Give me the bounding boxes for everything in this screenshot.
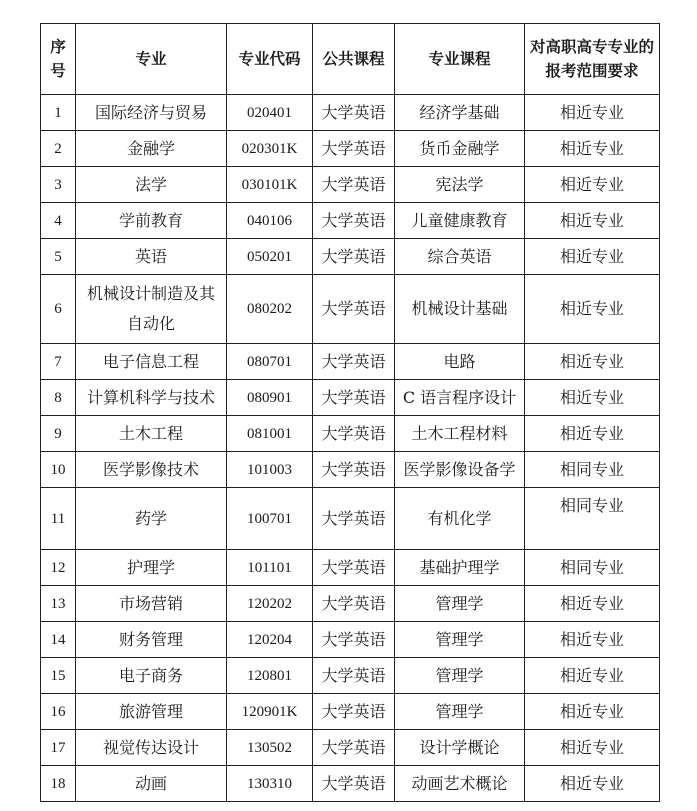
row-number-cell: 2 bbox=[41, 131, 76, 167]
row-number-cell: 9 bbox=[41, 416, 76, 452]
major-course-cell: 动画艺术概论 bbox=[395, 766, 525, 802]
requirement-cell: 相近专业 bbox=[525, 131, 660, 167]
public-course-cell: 大学英语 bbox=[313, 622, 395, 658]
major-name-cell: 市场营销 bbox=[76, 586, 227, 622]
requirement-cell: 相近专业 bbox=[525, 586, 660, 622]
table-row bbox=[41, 694, 660, 730]
table-row bbox=[41, 203, 660, 239]
public-course-cell: 大学英语 bbox=[313, 766, 395, 802]
row-number-cell: 1 bbox=[41, 95, 76, 131]
table-row bbox=[41, 275, 660, 344]
table-row bbox=[41, 416, 660, 452]
major-course-cell: 设计学概论 bbox=[395, 730, 525, 766]
major-name-cell: 医学影像技术 bbox=[76, 452, 227, 488]
public-course-cell: 大学英语 bbox=[313, 488, 395, 550]
major-name-cell: 护理学 bbox=[76, 550, 227, 586]
major-course-cell: C 语言程序设计 bbox=[395, 380, 525, 416]
row-number-cell: 14 bbox=[41, 622, 76, 658]
major-code-cell: 081001 bbox=[227, 416, 313, 452]
major-code-cell: 020301K bbox=[227, 131, 313, 167]
major-table-container bbox=[40, 23, 660, 802]
major-course-cell: 基础护理学 bbox=[395, 550, 525, 586]
row-number-cell: 4 bbox=[41, 203, 76, 239]
major-course-cell: 宪法学 bbox=[395, 167, 525, 203]
header-code: 专业代码 bbox=[227, 24, 313, 95]
row-number-cell: 7 bbox=[41, 344, 76, 380]
requirement-cell: 相同专业 bbox=[525, 550, 660, 586]
major-course-cell: 货币金融学 bbox=[395, 131, 525, 167]
requirement-cell: 相近专业 bbox=[525, 95, 660, 131]
major-name-cell: 财务管理 bbox=[76, 622, 227, 658]
major-code-cell: 101003 bbox=[227, 452, 313, 488]
public-course-cell: 大学英语 bbox=[313, 239, 395, 275]
major-course-cell: 管理学 bbox=[395, 658, 525, 694]
row-number-cell: 11 bbox=[41, 488, 76, 550]
table-row bbox=[41, 167, 660, 203]
public-course-cell: 大学英语 bbox=[313, 95, 395, 131]
major-name-cell: 金融学 bbox=[76, 131, 227, 167]
requirement-cell: 相同专业 bbox=[525, 488, 660, 550]
row-number-cell: 10 bbox=[41, 452, 76, 488]
major-course-cell: 管理学 bbox=[395, 622, 525, 658]
public-course-cell: 大学英语 bbox=[313, 586, 395, 622]
table-row bbox=[41, 452, 660, 488]
requirement-cell: 相近专业 bbox=[525, 658, 660, 694]
major-code-cell: 080202 bbox=[227, 275, 313, 344]
major-table bbox=[40, 23, 660, 802]
major-name-cell: 英语 bbox=[76, 239, 227, 275]
major-code-cell: 040106 bbox=[227, 203, 313, 239]
table-row bbox=[41, 550, 660, 586]
major-code-cell: 130310 bbox=[227, 766, 313, 802]
major-course-cell: 儿童健康教育 bbox=[395, 203, 525, 239]
header-major-course: 专业课程 bbox=[395, 24, 525, 95]
requirement-cell: 相近专业 bbox=[525, 622, 660, 658]
major-code-cell: 080701 bbox=[227, 344, 313, 380]
row-number-cell: 15 bbox=[41, 658, 76, 694]
major-name-cell: 土木工程 bbox=[76, 416, 227, 452]
major-course-cell: 管理学 bbox=[395, 694, 525, 730]
header-public-course: 公共课程 bbox=[313, 24, 395, 95]
requirement-cell: 相近专业 bbox=[525, 730, 660, 766]
row-number-cell: 8 bbox=[41, 380, 76, 416]
public-course-cell: 大学英语 bbox=[313, 275, 395, 344]
requirement-cell: 相近专业 bbox=[525, 275, 660, 344]
table-row bbox=[41, 586, 660, 622]
requirement-cell: 相同专业 bbox=[525, 452, 660, 488]
public-course-cell: 大学英语 bbox=[313, 550, 395, 586]
major-course-cell: 有机化学 bbox=[395, 488, 525, 550]
major-name-cell: 计算机科学与技术 bbox=[76, 380, 227, 416]
table-row bbox=[41, 344, 660, 380]
major-course-cell: 医学影像设备学 bbox=[395, 452, 525, 488]
table-row bbox=[41, 622, 660, 658]
major-name-cell: 电子信息工程 bbox=[76, 344, 227, 380]
table-row bbox=[41, 488, 660, 550]
major-code-cell: 050201 bbox=[227, 239, 313, 275]
public-course-cell: 大学英语 bbox=[313, 694, 395, 730]
row-number-cell: 6 bbox=[41, 275, 76, 344]
requirement-cell: 相近专业 bbox=[525, 694, 660, 730]
major-name-cell: 药学 bbox=[76, 488, 227, 550]
table-header-row bbox=[41, 24, 660, 95]
major-name-cell: 视觉传达设计 bbox=[76, 730, 227, 766]
requirement-cell: 相近专业 bbox=[525, 416, 660, 452]
major-code-cell: 080901 bbox=[227, 380, 313, 416]
major-course-cell: 机械设计基础 bbox=[395, 275, 525, 344]
major-name-cell: 电子商务 bbox=[76, 658, 227, 694]
major-code-cell: 130502 bbox=[227, 730, 313, 766]
major-name-cell: 学前教育 bbox=[76, 203, 227, 239]
header-major: 专业 bbox=[76, 24, 227, 95]
requirement-cell: 相近专业 bbox=[525, 203, 660, 239]
major-code-cell: 030101K bbox=[227, 167, 313, 203]
table-row bbox=[41, 658, 660, 694]
major-course-cell: 经济学基础 bbox=[395, 95, 525, 131]
row-number-cell: 18 bbox=[41, 766, 76, 802]
header-requirement: 对高职高专专业的报考范围要求 bbox=[525, 24, 660, 95]
table-row bbox=[41, 380, 660, 416]
table-row bbox=[41, 766, 660, 802]
major-code-cell: 120801 bbox=[227, 658, 313, 694]
public-course-cell: 大学英语 bbox=[313, 167, 395, 203]
public-course-cell: 大学英语 bbox=[313, 730, 395, 766]
public-course-cell: 大学英语 bbox=[313, 131, 395, 167]
major-code-cell: 101101 bbox=[227, 550, 313, 586]
public-course-cell: 大学英语 bbox=[313, 380, 395, 416]
major-code-cell: 120202 bbox=[227, 586, 313, 622]
row-number-cell: 5 bbox=[41, 239, 76, 275]
major-name-cell: 旅游管理 bbox=[76, 694, 227, 730]
major-name-cell: 国际经济与贸易 bbox=[76, 95, 227, 131]
table-row bbox=[41, 730, 660, 766]
requirement-cell: 相近专业 bbox=[525, 344, 660, 380]
row-number-cell: 13 bbox=[41, 586, 76, 622]
major-code-cell: 120204 bbox=[227, 622, 313, 658]
requirement-cell: 相近专业 bbox=[525, 766, 660, 802]
row-number-cell: 17 bbox=[41, 730, 76, 766]
public-course-cell: 大学英语 bbox=[313, 203, 395, 239]
requirement-cell: 相近专业 bbox=[525, 380, 660, 416]
requirement-cell: 相近专业 bbox=[525, 239, 660, 275]
row-number-cell: 16 bbox=[41, 694, 76, 730]
public-course-cell: 大学英语 bbox=[313, 452, 395, 488]
major-name-cell: 动画 bbox=[76, 766, 227, 802]
requirement-cell: 相近专业 bbox=[525, 167, 660, 203]
table-row bbox=[41, 95, 660, 131]
major-course-cell: 管理学 bbox=[395, 586, 525, 622]
major-course-cell: 电路 bbox=[395, 344, 525, 380]
public-course-cell: 大学英语 bbox=[313, 344, 395, 380]
major-course-cell: 综合英语 bbox=[395, 239, 525, 275]
table-row bbox=[41, 239, 660, 275]
table-body bbox=[41, 95, 660, 802]
table-row bbox=[41, 131, 660, 167]
major-name-cell: 机械设计制造及其自动化 bbox=[76, 275, 227, 344]
public-course-cell: 大学英语 bbox=[313, 658, 395, 694]
major-name-cell: 法学 bbox=[76, 167, 227, 203]
header-no: 序号 bbox=[41, 24, 76, 95]
public-course-cell: 大学英语 bbox=[313, 416, 395, 452]
major-code-cell: 100701 bbox=[227, 488, 313, 550]
row-number-cell: 3 bbox=[41, 167, 76, 203]
row-number-cell: 12 bbox=[41, 550, 76, 586]
major-code-cell: 120901K bbox=[227, 694, 313, 730]
major-code-cell: 020401 bbox=[227, 95, 313, 131]
major-course-cell: 土木工程材料 bbox=[395, 416, 525, 452]
